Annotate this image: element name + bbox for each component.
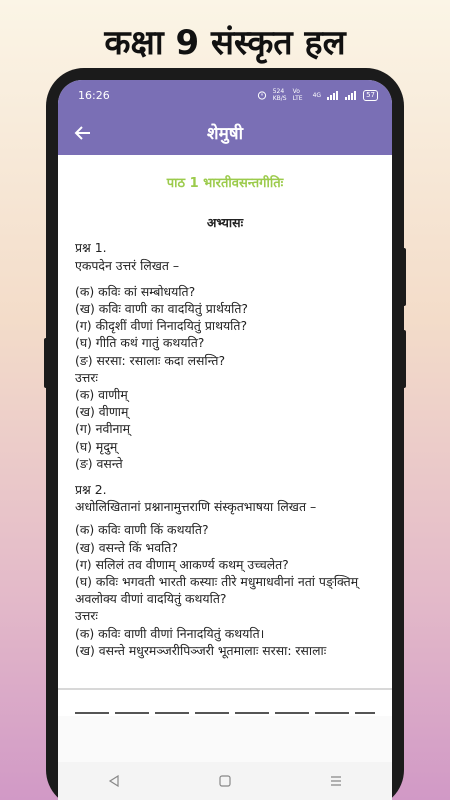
q1-answer: (ख) वीणाम् (75, 404, 129, 420)
q1-question: (ङ) सरसा: रसालाः कदा लसन्ति? (75, 352, 226, 368)
lesson-title: पाठ 1 भारतीवसन्तगीतिः (166, 176, 284, 191)
lesson-content (58, 175, 392, 659)
promo-title: कक्षा 9 संस्कृत हल (104, 23, 346, 63)
q2-instruction: अधोलिखितानां प्रश्नानामुत्तराणि संस्कृतभाषया लिखत – (75, 499, 317, 515)
q1-answer-label: उत्तरः (75, 369, 98, 385)
nav-home-button[interactable] (205, 766, 245, 796)
status-time: 16:26 (78, 88, 110, 102)
status-icons (257, 88, 378, 102)
q1-question: (ग) कीदृशीं वीणां निनादयितुं प्राथयति? (75, 318, 248, 334)
speed-indicator: 524 KB/S (272, 88, 287, 102)
bottom-panel (58, 716, 392, 766)
side-button (44, 338, 48, 388)
q1-question: (ख) कविः वाणी का वादयितुं प्रार्थयति? (75, 301, 248, 317)
q1-answer: (ग) नवीनाम् (75, 421, 131, 437)
content-divider (58, 688, 392, 690)
power-button (402, 330, 406, 388)
app-title: शेमुषी (207, 124, 243, 144)
volte-indicator: Vo LTE (292, 88, 303, 102)
alarm-icon (257, 90, 267, 100)
nav-back-button[interactable] (94, 766, 134, 796)
phone-screen (58, 80, 392, 800)
signal-icon (327, 91, 339, 100)
battery-icon: 57 (363, 90, 378, 101)
triangle-back-icon (108, 775, 120, 787)
nav-menu-button[interactable] (316, 766, 356, 796)
q2-answer: (क) कविः वाणी वीणां निनादयितुं कथयति। (75, 625, 265, 641)
back-button[interactable] (58, 110, 106, 155)
system-nav-bar (58, 762, 392, 800)
q2-answer: (ख) वसन्ते मधुरमञ्जरीपिञ्जरी भूतमालाः सरसा: रसालाः (75, 642, 327, 658)
q2-label: प्रश्न 2. (75, 482, 107, 498)
app-bar (58, 110, 392, 155)
volume-button (402, 248, 406, 306)
arrow-left-icon (73, 125, 91, 141)
q2-answer-label: उत्तरः (75, 608, 98, 624)
signal-4g-label: 4G (312, 91, 322, 99)
q1-answer: (घ) मृदुम् (75, 438, 118, 454)
signal-icon-2 (345, 91, 357, 100)
q1-question: (घ) गीति कथं गातुं कथयति? (75, 335, 205, 351)
square-home-icon (219, 775, 231, 787)
q2-question: (क) कविः वाणी किं कथयति? (75, 522, 209, 538)
section-heading: अभ्यासः (206, 215, 244, 231)
q1-answer: (क) वाणीम् (75, 387, 128, 403)
q1-instruction: एकपदेन उत्तरं लिखत – (75, 257, 180, 273)
q1-label: प्रश्न 1. (75, 240, 107, 256)
q2-question: (ग) सलिलं तव वीणाम् आकर्ण्य कथम् उच्चलेत? (75, 556, 289, 572)
q1-answer: (ङ) वसन्ते (75, 455, 123, 471)
q2-question: (ख) वसन्ते किं भवति? (75, 539, 178, 555)
menu-lines-icon (330, 775, 342, 787)
q1-question: (क) कविः कां सम्बोधयति? (75, 283, 196, 299)
q2-question: (घ) कविः भगवती भारती कस्याः तीरे मधुमाधवीनां नतां पङ्क्तिम् अवलोक्य वीणां वादयितुं कथयति? (75, 574, 359, 607)
status-bar (58, 80, 392, 110)
